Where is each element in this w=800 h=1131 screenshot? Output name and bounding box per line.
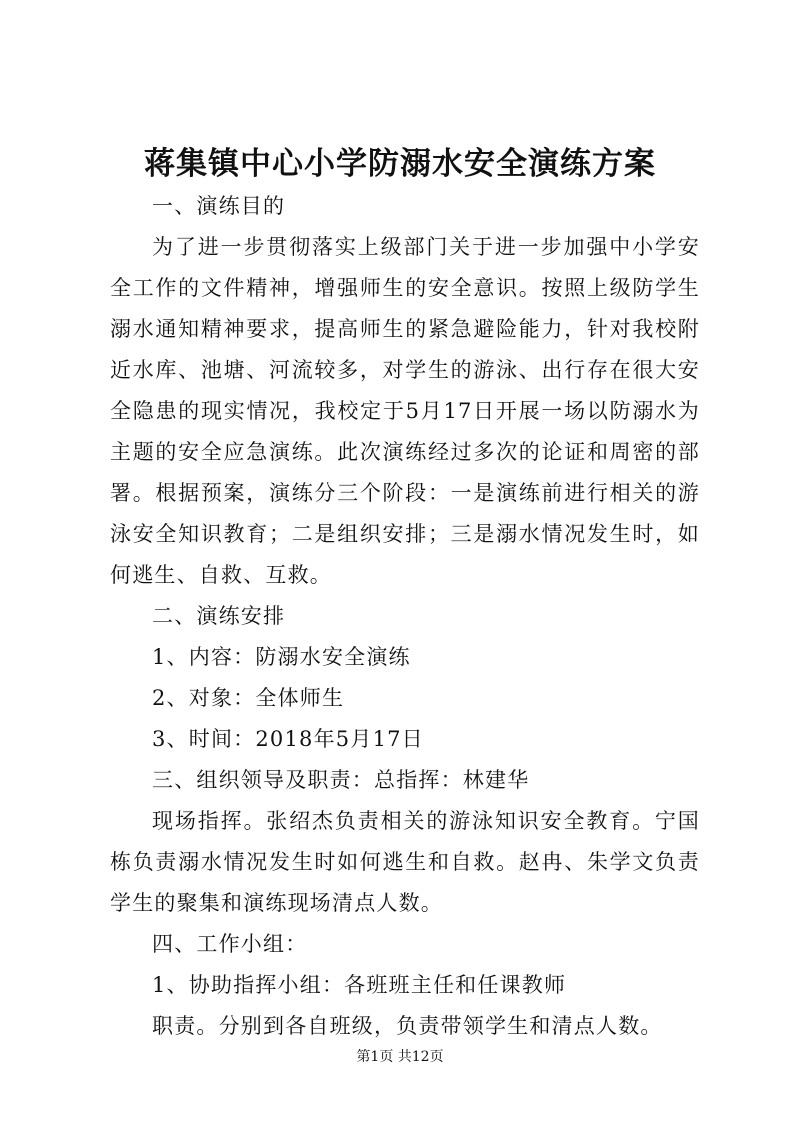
page-number-footer: 第1页 共12页 <box>356 1049 444 1065</box>
section-3-heading: 三、组织领导及职责：总指挥：林建华 <box>152 768 530 792</box>
section-2-item-content: 1、内容：防溺水安全演练 <box>152 645 411 669</box>
section-2-item-audience: 2、对象：全体师生 <box>152 686 345 710</box>
section-4-item-duties: 职责。分别到各自班级，负责带领学生和清点人数。 <box>152 1014 663 1038</box>
document-body <box>110 186 700 1047</box>
section-3-paragraph: 现场指挥。张绍杰负责相关的游泳知识安全教育。宁国栋负责溺水情况发生时如何逃生和自救。赵冉、朱学文负责学生的聚集和演练现场清点人数。 <box>110 809 700 915</box>
section-2-heading: 二、演练安排 <box>152 604 286 628</box>
section-2-item-time: 3、时间：2018年5月17日 <box>152 727 424 751</box>
section-1-heading: 一、演练目的 <box>152 194 286 218</box>
section-4-item-assist-group: 1、协助指挥小组：各班班主任和任课教师 <box>152 973 567 997</box>
section-4-heading: 四、工作小组： <box>152 932 308 956</box>
document-title: 蒋集镇中心小学防溺水安全演练方案 <box>144 146 656 182</box>
section-1-paragraph: 为了进一步贯彻落实上级部门关于进一步加强中小学安全工作的文件精神，增强师生的安全意识。按照上级防学生溺水通知精神要求，提高师生的紧急避险能力，针对我校附近水库、池塘、河流较多，对学生的游泳、出行存在很大安全隐患的现实情况，我校定于5月17日开展一场以防溺水为主题的安全应急演练。此次演练经过多次的论证和周密的部署。根据预案，演练分三个阶段：一是演练前进行相关的游泳安全知识教育；二是组织安排；三是溺水情况发生时，如何逃生、自救、互救。 <box>110 235 700 587</box>
